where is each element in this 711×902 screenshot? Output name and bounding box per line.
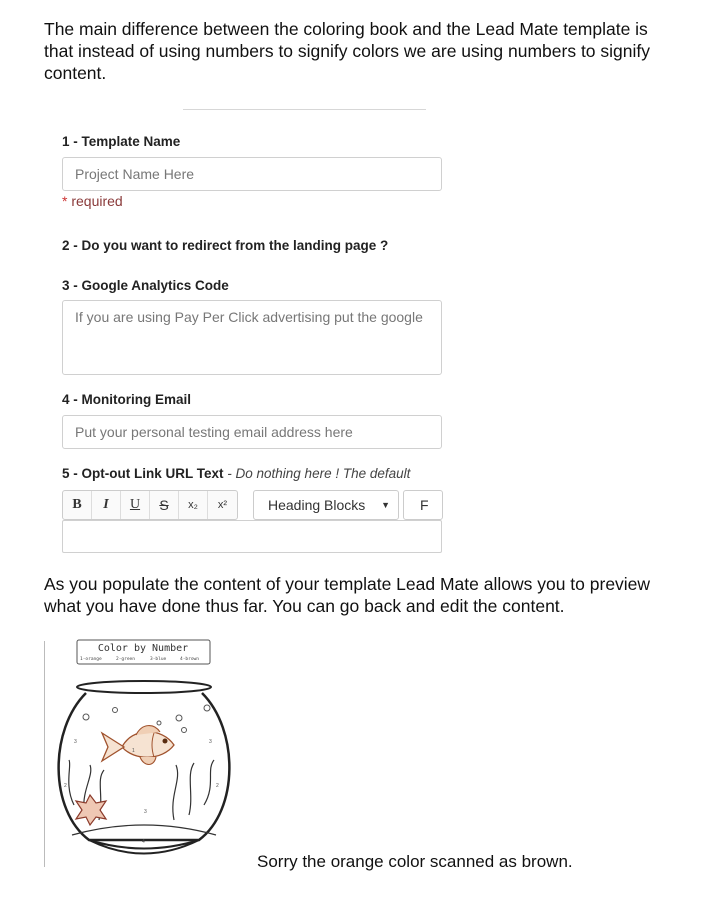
redirect-label: 2 - Do you want to redirect from the landing page ? <box>62 238 389 253</box>
bubble <box>83 714 89 720</box>
italic-button[interactable]: I <box>92 491 121 519</box>
bubble <box>157 721 161 725</box>
image-caption: Sorry the orange color scanned as brown. <box>257 852 573 871</box>
key-orange: 1-orange <box>80 657 102 662</box>
strikethrough-button[interactable]: S <box>150 491 179 519</box>
region-number: 1 <box>132 748 135 754</box>
region-number: 3 <box>74 739 77 745</box>
bubble <box>182 728 187 733</box>
region-number: 2 <box>64 783 67 789</box>
template-name-label: 1 - Template Name <box>62 134 181 149</box>
region-number: 3 <box>209 739 212 745</box>
heading-blocks-select[interactable]: Heading Blocks ▼ <box>253 490 399 520</box>
preview-paragraph: As you populate the content of your template Lead Mate allows you to preview what you have done thus far. You can go back and edit the content. <box>44 574 651 616</box>
optout-editor-area[interactable] <box>62 520 442 553</box>
underline-button[interactable]: U <box>121 491 150 519</box>
coloring-page-image <box>44 635 224 871</box>
starfish <box>76 795 106 825</box>
bowl-rim <box>77 681 211 693</box>
chevron-down-icon: ▼ <box>381 500 390 510</box>
region-number: 2 <box>216 783 219 789</box>
next-toolbar-button[interactable]: F <box>403 490 443 520</box>
key-green: 2-green <box>116 657 135 662</box>
fish <box>102 726 174 765</box>
fishbowl-drawing <box>44 635 224 871</box>
subscript-button[interactable]: x₂ <box>179 491 208 519</box>
bubble <box>113 708 118 713</box>
bold-button[interactable]: B <box>63 491 92 519</box>
optout-note: - Do nothing here ! The default <box>227 466 411 481</box>
superscript-button[interactable]: x² <box>217 499 228 511</box>
template-form-screenshot <box>62 100 429 555</box>
monitoring-email-input[interactable]: Put your personal testing email address here <box>62 415 442 449</box>
analytics-label: 3 - Google Analytics Code <box>62 278 229 293</box>
format-button-group <box>62 490 238 520</box>
monitoring-email-label: 4 - Monitoring Email <box>62 392 192 407</box>
region-number: 4 <box>142 839 145 845</box>
card-title: Color by Number <box>97 643 189 654</box>
bubble <box>204 705 210 711</box>
analytics-code-textarea[interactable]: If you are using Pay Per Click advertising put the google <box>62 300 442 375</box>
region-number: 3 <box>144 809 147 815</box>
key-blue: 3-blue <box>150 657 167 662</box>
scan-edge <box>44 641 45 867</box>
bubble <box>176 715 182 721</box>
key-brown: 4-brown <box>180 657 199 662</box>
optout-label: 5 - Opt-out Link URL Text - Do nothing here ! The default <box>62 466 411 481</box>
template-name-input[interactable]: Project Name Here <box>62 157 442 191</box>
intro-paragraph: The main difference between the coloring book and the Lead Mate template is that instead of using numbers to signify colors we are using numbers to signify content. <box>44 19 651 83</box>
required-note: * required <box>62 193 123 209</box>
divider <box>183 109 426 110</box>
